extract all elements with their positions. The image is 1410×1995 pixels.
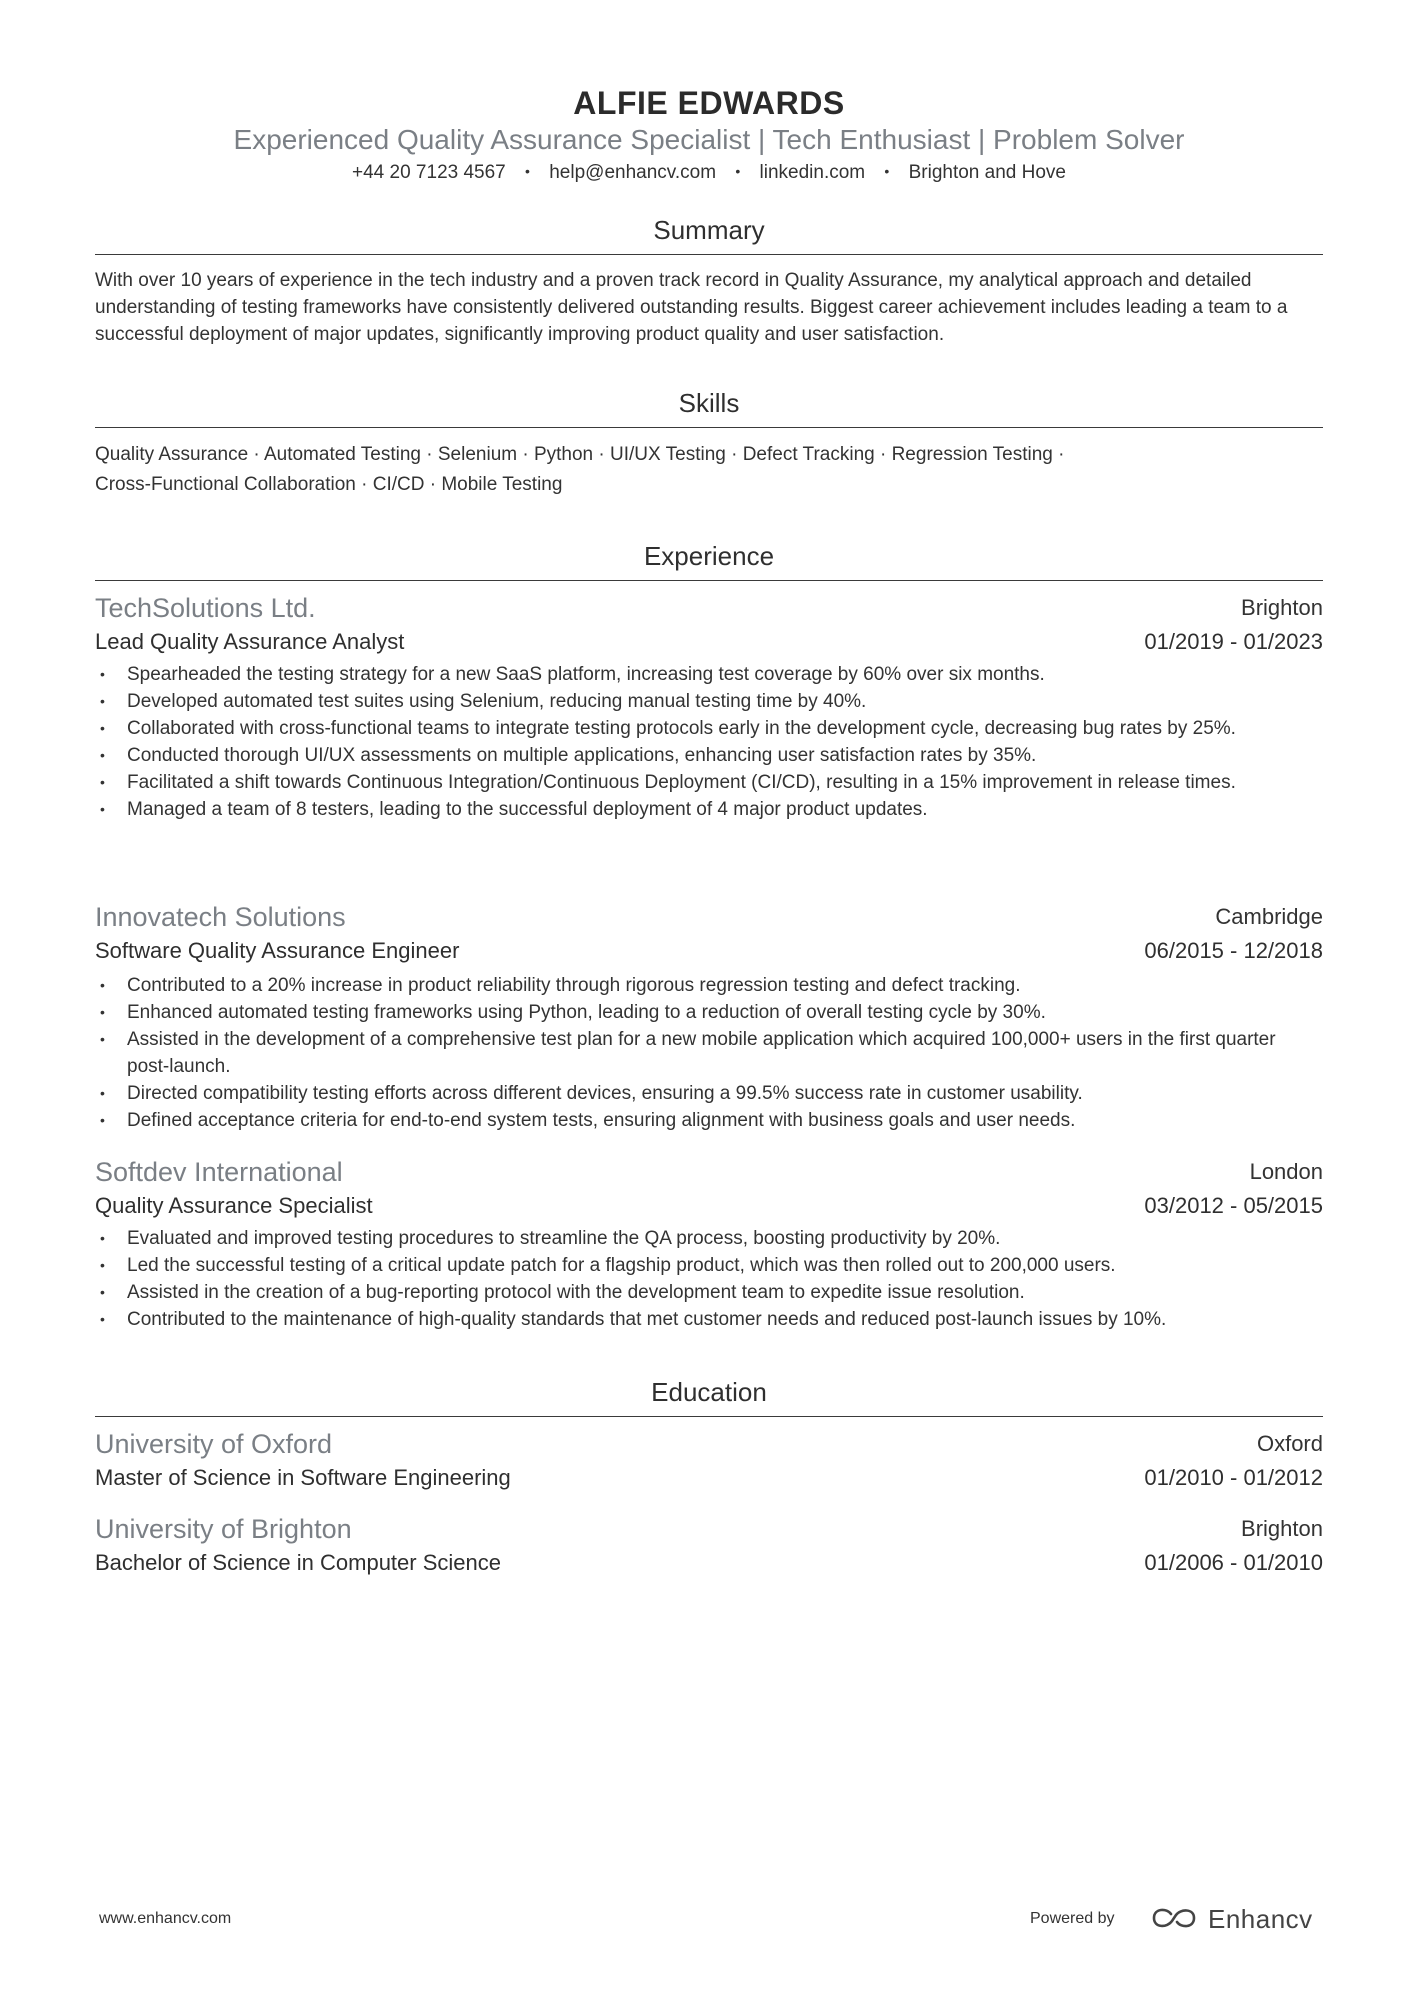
job-dates: 01/2019 - 01/2023 <box>1144 629 1323 654</box>
footer-branding[interactable] <box>1030 1900 1313 1936</box>
degree-dates: 01/2006 - 01/2010 <box>1144 1550 1323 1575</box>
experience-entry <box>95 900 1323 1134</box>
school-name: University of Brighton <box>95 1514 352 1544</box>
bullet-item: • Contributed to a 20% increase in product reliability through rigorous regression testing and defect tracking. <box>100 975 1021 996</box>
job-bullets <box>95 972 1323 1134</box>
bullet-item: • Evaluated and improved testing procedures to streamline the QA process, boosting productivity by 20%. <box>100 1228 1001 1249</box>
job-bullets <box>95 661 1323 823</box>
footer-website-link[interactable]: www.enhancv.com <box>99 1910 232 1927</box>
bullet-item: • Led the successful testing of a critical update patch for a flagship product, which was then rolled out to 200,000 users. <box>100 1255 1116 1276</box>
job-dates: 06/2015 - 12/2018 <box>1144 938 1323 963</box>
candidate-name: ALFIE EDWARDS <box>573 85 845 121</box>
education-entry <box>95 1427 1323 1495</box>
bullet-item: • Conducted thorough UI/UX assessments on multiple applications, enhancing user satisfaction rates by 35%. <box>100 745 1037 766</box>
job-location: Cambridge <box>1215 904 1323 929</box>
school-location: Oxford <box>1256 1431 1323 1456</box>
location-text: Brighton and Hove <box>908 162 1066 183</box>
bullet-item: • Enhanced automated testing frameworks using Python, leading to a reduction of overall testing cycle by 30%. <box>100 1002 1046 1023</box>
powered-by-label: Powered by <box>1030 1910 1115 1927</box>
school-location: Brighton <box>1241 1516 1323 1541</box>
job-location: London <box>1249 1159 1323 1184</box>
bullet-item: • Directed compatibility testing efforts across different devices, ensuring a 99.5% success rate in customer usability. <box>100 1083 1083 1104</box>
enhancv-logo-icon <box>1150 1906 1198 1930</box>
contact-line <box>95 158 1323 186</box>
job-title: Lead Quality Assurance Analyst <box>95 629 405 654</box>
experience-divider <box>95 580 1323 581</box>
bullet-item: • Assisted in the development of a comprehensive test plan for a new mobile application which acquired 100,000+ users in the first quarter post-launch. <box>100 1029 1276 1077</box>
bullet-item: • Developed automated test suites using Selenium, reducing manual testing time by 40%. <box>100 691 867 712</box>
degree-dates: 01/2010 - 01/2012 <box>1144 1465 1323 1490</box>
separator-dot: • <box>525 163 530 179</box>
degree-title: Master of Science in Software Engineering <box>95 1465 511 1490</box>
experience-entry <box>95 1155 1323 1333</box>
school-name: University of Oxford <box>95 1429 333 1459</box>
bullet-item: • Managed a team of 8 testers, leading to the successful deployment of 4 major product updates. <box>100 799 928 820</box>
summary-heading: Summary <box>653 215 765 245</box>
bullet-item: • Contributed to the maintenance of high-quality standards that met customer needs and reduced post-launch issues by 10%. <box>100 1309 1167 1330</box>
company-name: Innovatech Solutions <box>95 902 346 932</box>
company-name: TechSolutions Ltd. <box>95 593 316 623</box>
email-link[interactable]: help@enhancv.com <box>549 162 717 183</box>
candidate-headline: Experienced Quality Assurance Specialist | Tech Enthusiast | Problem Solver <box>233 124 1185 155</box>
education-entry <box>95 1512 1323 1580</box>
enhancv-brand-name: Enhancv <box>1208 1904 1313 1934</box>
skills-list <box>95 440 1323 500</box>
job-dates: 03/2012 - 05/2015 <box>1144 1193 1323 1218</box>
bullet-item: • Facilitated a shift towards Continuous Integration/Continuous Deployment (CI/CD), resulting in a 15% improvement in release times. <box>100 772 1236 793</box>
skills-line-1: Quality Assurance · Automated Testing · Selenium · Python · UI/UX Testing · Defect Tracking · Regression Testing · <box>95 444 1065 465</box>
job-location: Brighton <box>1241 595 1323 620</box>
summary-text: With over 10 years of experience in the tech industry and a proven track record in Quality Assurance, my analytical approach and detailed understanding of testing frameworks have consistently delivered outstanding results. Biggest career achievement includes leading a team to a successful deployment of major updates, significantly improving product quality and user satisfaction. <box>95 270 1288 345</box>
job-title: Quality Assurance Specialist <box>95 1193 373 1218</box>
experience-entry <box>95 591 1323 823</box>
education-heading: Education <box>651 1377 767 1407</box>
bullet-item: • Collaborated with cross-functional teams to integrate testing protocols early in the development cycle, decreasing bug rates by 25%. <box>100 718 1236 739</box>
job-title: Software Quality Assurance Engineer <box>95 938 460 963</box>
education-divider <box>95 1416 1323 1417</box>
separator-dot: • <box>884 163 890 179</box>
bullet-item: • Defined acceptance criteria for end-to-end system tests, ensuring alignment with business goals and user needs. <box>100 1110 1076 1131</box>
skills-heading: Skills <box>678 388 740 418</box>
summary-divider <box>95 254 1323 255</box>
separator-dot: • <box>735 163 741 179</box>
bullet-item: • Spearheaded the testing strategy for a new SaaS platform, increasing test coverage by 60% over six months. <box>100 664 1045 685</box>
skills-line-2: Cross-Functional Collaboration · CI/CD · Mobile Testing <box>95 474 563 495</box>
bullet-item: • Assisted in the creation of a bug-reporting protocol with the development team to expedite issue resolution. <box>100 1282 1025 1303</box>
experience-heading: Experience <box>643 541 775 571</box>
company-name: Softdev International <box>95 1157 343 1187</box>
linkedin-link[interactable]: linkedin.com <box>759 162 866 183</box>
phone-number: +44 20 7123 4567 <box>352 162 506 183</box>
job-bullets <box>95 1225 1323 1333</box>
skills-divider <box>95 427 1323 428</box>
degree-title: Bachelor of Science in Computer Science <box>95 1550 501 1575</box>
